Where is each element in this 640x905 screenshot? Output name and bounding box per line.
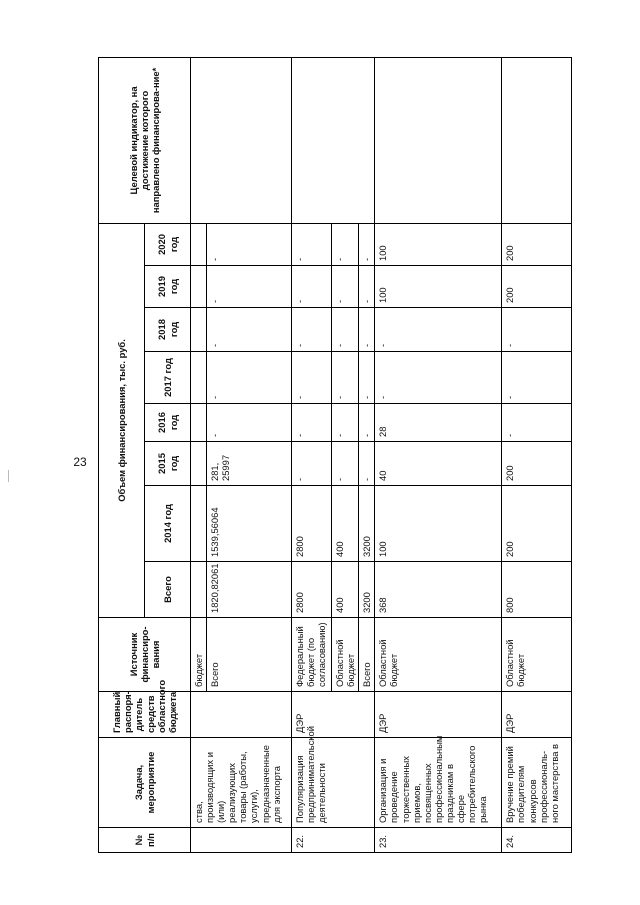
cell-total: 3200 xyxy=(359,562,375,618)
header-num: № п/п xyxy=(99,828,191,853)
r22-source-1: Федеральный бюджет (по согласованию) xyxy=(292,618,332,692)
cell-2016 xyxy=(191,404,207,442)
cell-2016: - xyxy=(332,404,359,442)
page-number: 23 xyxy=(73,455,87,469)
table-row xyxy=(502,57,572,852)
cell-2018: - xyxy=(375,308,502,352)
r22-source-3: Всего xyxy=(359,618,375,692)
cell-2015: - xyxy=(332,442,359,486)
r22-source-2: Областной бюджет xyxy=(332,618,359,692)
header-volume: Объем финансирования, тыс. руб. xyxy=(99,223,145,617)
cell-2020: - xyxy=(332,223,359,265)
cell-2016: - xyxy=(207,404,292,442)
cell-total: 800 xyxy=(502,562,572,618)
cell-total: 1820,82061 xyxy=(207,562,292,618)
header-total: Всего xyxy=(145,562,191,618)
cell-2014: 400 xyxy=(332,486,359,562)
header-indicator: Целевой индикатор, на достижение которого направлено финансирова-ние* xyxy=(99,57,191,223)
header-source: Источник финансиро-вания xyxy=(99,618,191,692)
cell-total xyxy=(191,562,207,618)
cell-2015: 200 xyxy=(502,442,572,486)
r24-num: 24. xyxy=(502,828,572,853)
cell-2016: - xyxy=(502,404,572,442)
cont-indicator xyxy=(191,57,292,223)
r23-source: Областной бюджет xyxy=(375,618,502,692)
header-year-2016: 2016 год xyxy=(145,404,191,442)
r23-task: Организация и проведение торжественных приемов, посвященных профессиональным праздникам в сфере потребительского рынка xyxy=(375,738,502,828)
cont-admin xyxy=(191,692,292,738)
cell-2014: 3200 xyxy=(359,486,375,562)
table-row xyxy=(292,57,332,852)
table-row xyxy=(191,57,207,852)
cell-2018: - xyxy=(292,308,332,352)
cell-2017 xyxy=(191,352,207,404)
r22-indicator xyxy=(292,57,375,223)
cell-2018: - xyxy=(359,308,375,352)
cell-2015 xyxy=(191,442,207,486)
cell-2016: - xyxy=(359,404,375,442)
cell-2020: 200 xyxy=(502,223,572,265)
r22-num: 22. xyxy=(292,828,375,853)
rotated-table-container xyxy=(98,58,600,853)
header-year-2020: 2020 год xyxy=(145,223,191,265)
r22-admin: ДЭР xyxy=(292,692,375,738)
r24-indicator xyxy=(502,57,572,223)
cell-2017: - xyxy=(207,352,292,404)
cell-2019: - xyxy=(292,266,332,308)
r23-num: 23. xyxy=(375,828,502,853)
table-row xyxy=(375,57,502,852)
header-year-2017: 2017 год xyxy=(145,352,191,404)
r24-source: Областной бюджет xyxy=(502,618,572,692)
cell-total: 400 xyxy=(332,562,359,618)
cont-source-2: Всего xyxy=(207,618,292,692)
cell-2014 xyxy=(191,486,207,562)
cell-2017: - xyxy=(375,352,502,404)
scan-speck xyxy=(8,470,9,482)
header-year-2018: 2018 год xyxy=(145,308,191,352)
cell-2018: - xyxy=(207,308,292,352)
r24-admin: ДЭР xyxy=(502,692,572,738)
cell-2020: 100 xyxy=(375,223,502,265)
header-row-1 xyxy=(99,57,145,852)
cell-2018: - xyxy=(502,308,572,352)
r22-task: Популяризация предпринимательской деятельности xyxy=(292,738,375,828)
cell-2018 xyxy=(191,308,207,352)
cell-2017: - xyxy=(502,352,572,404)
cell-2015: - xyxy=(292,442,332,486)
cell-2019: - xyxy=(359,266,375,308)
cell-2019 xyxy=(191,266,207,308)
cell-2015: 40 xyxy=(375,442,502,486)
cell-2020: - xyxy=(359,223,375,265)
cell-2019: - xyxy=(332,266,359,308)
cell-2015: 281, 25997 xyxy=(207,442,292,486)
r23-admin: ДЭР xyxy=(375,692,502,738)
cont-num xyxy=(191,828,292,853)
cell-2019: - xyxy=(207,266,292,308)
financing-table xyxy=(98,57,572,853)
cont-task: ства, производящих и (или) реализующих товары (работы, услуги), предназначенные для экспорта xyxy=(191,738,292,828)
r23-indicator xyxy=(375,57,502,223)
r24-task: Вручение премий победителям конкурсов профессиональ-ного мастерства в xyxy=(502,738,572,828)
cell-2016: - xyxy=(292,404,332,442)
header-year-2015: 2015 год xyxy=(145,442,191,486)
cell-total: 2800 xyxy=(292,562,332,618)
cell-2019: 200 xyxy=(502,266,572,308)
cell-2016: 28 xyxy=(375,404,502,442)
header-admin: Главный распоря-дитель средств областного бюджета xyxy=(99,692,191,738)
cell-2014: 100 xyxy=(375,486,502,562)
cell-2017: - xyxy=(332,352,359,404)
header-year-2014: 2014 год xyxy=(145,486,191,562)
header-year-2019: 2019 год xyxy=(145,266,191,308)
cell-2014: 2800 xyxy=(292,486,332,562)
cell-2020 xyxy=(191,223,207,265)
cont-source-1: бюджет xyxy=(191,618,207,692)
cell-2017: - xyxy=(292,352,332,404)
cell-2019: 100 xyxy=(375,266,502,308)
cell-2018: - xyxy=(332,308,359,352)
cell-2020: - xyxy=(207,223,292,265)
cell-2014: 1539,56064 xyxy=(207,486,292,562)
header-task: Задача, мероприятие xyxy=(99,738,191,828)
cell-2014: 200 xyxy=(502,486,572,562)
cell-2015: - xyxy=(359,442,375,486)
cell-total: 368 xyxy=(375,562,502,618)
cell-2017: - xyxy=(359,352,375,404)
cell-2020: - xyxy=(292,223,332,265)
